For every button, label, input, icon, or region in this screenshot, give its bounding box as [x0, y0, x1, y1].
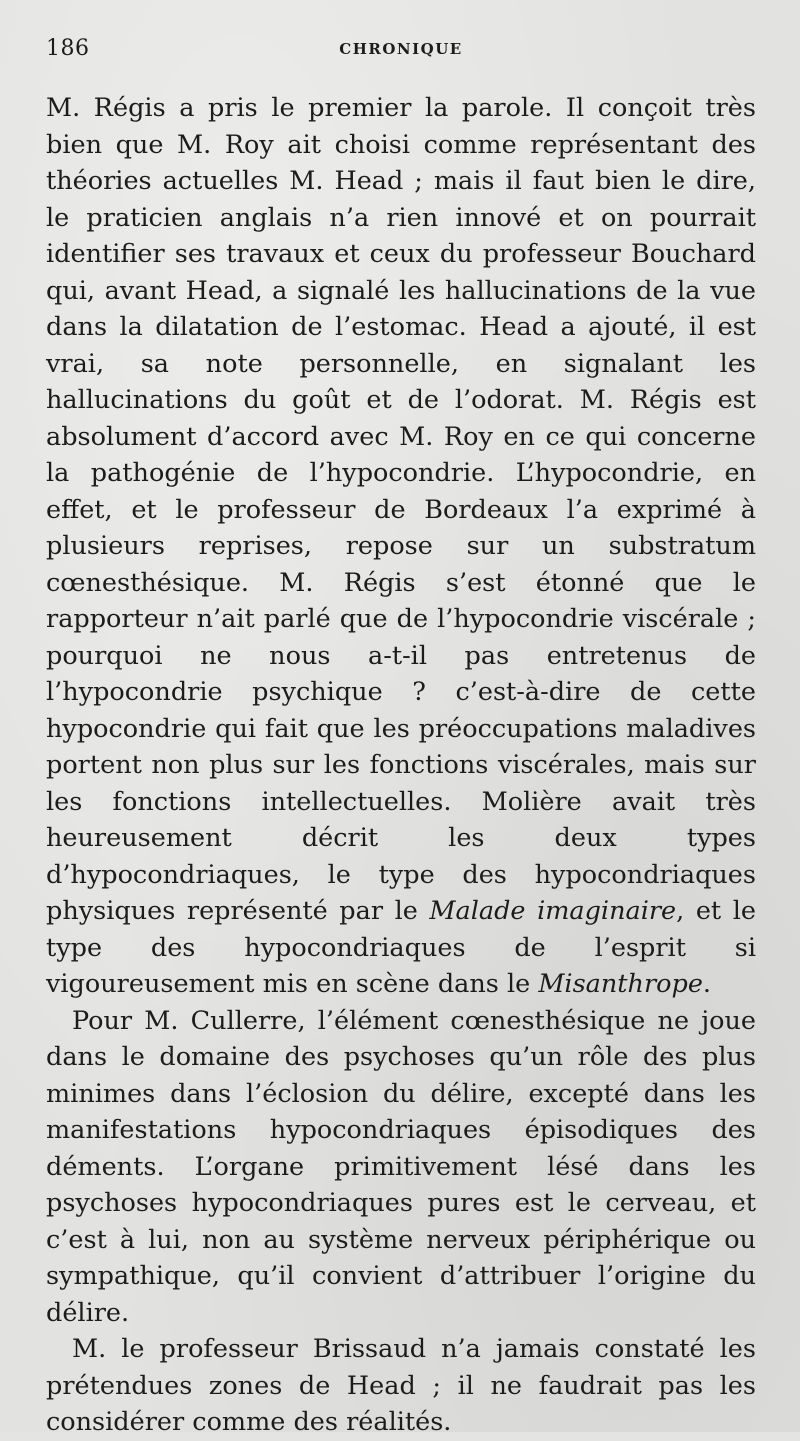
text-segment: M. Régis a pris le premier la parole. Il conçoit très bien que M. Roy ait choisi comme représentant des théories actuelles M. Head ; mais il faut bien le dire, le praticien anglais n’a rien innové et on pourrait identifier ses travaux et ceux du professeur Bouchard qui, avant Head, a signalé les hallucinations de la vue dans la dilatation de l’estomac. Head a ajouté, il est vrai, sa note personnelle, en signalant les hallucinations du goût et de l’odorat. M. Régis est absolument d’accord avec M. Roy en ce qui concerne la pathogénie de l’hypocondrie. L’hypocondrie, en effet, et le professeur de Bordeaux l’a exprimé à plusieurs reprises, repose sur un substratum cœnesthésique. M. Régis s’est étonné que le rapporteur n’ait parlé que de l’hypocondrie viscérale ; pourquoi ne nous a-t-il pas entretenus de l’hypocondrie psychique ? c’est-à-dire de cette hypocondrie qui fait que les préoccupations maladives portent non plus sur les fonctions viscérales, mais sur les fonctions intellectuelles. Molière avait très heureusement décrit les deux types d’hypocondriaques, le type des hypocondriaques physiques représenté par le [46, 93, 756, 926]
italic-title-malade-imaginaire: Malade imaginaire [429, 896, 677, 926]
italic-title-misanthrope: Misanthrope [538, 969, 703, 999]
text-segment: M. le professeur Brissaud n’a jamais constaté les prétendues zones de Head ; il ne faudrait pas les considérer comme des réalités. [46, 1334, 756, 1437]
page-header [46, 28, 756, 68]
text-segment: , et le type des hypocondriaques de l’esprit si vigoureusement mis en scène dans le [46, 896, 756, 999]
text-segment: . [702, 969, 712, 999]
text-segment: Pour M. Cullerre, l’élément cœnesthésique ne joue dans le domaine des psychoses qu’un rôle des plus minimes dans l’éclosion du délire, excepté dans les manifestations hypocondriaques épisodiques des déments. L’organe primitivement lésé dans les psychoses hypocondriaques pures est le cerveau, et c’est à lui, non au système nerveux périphérique ou sympathique, qu’il convient d’attribuer l’origine du délire. [46, 1005, 756, 1328]
running-title: CHRONIQUE [339, 40, 463, 58]
paragraph-brissaud [46, 1331, 756, 1441]
paragraph-cullerre [46, 1003, 756, 1332]
page-number: 186 [46, 36, 90, 61]
body-text [46, 90, 756, 1441]
paragraph-regis [46, 90, 756, 1003]
